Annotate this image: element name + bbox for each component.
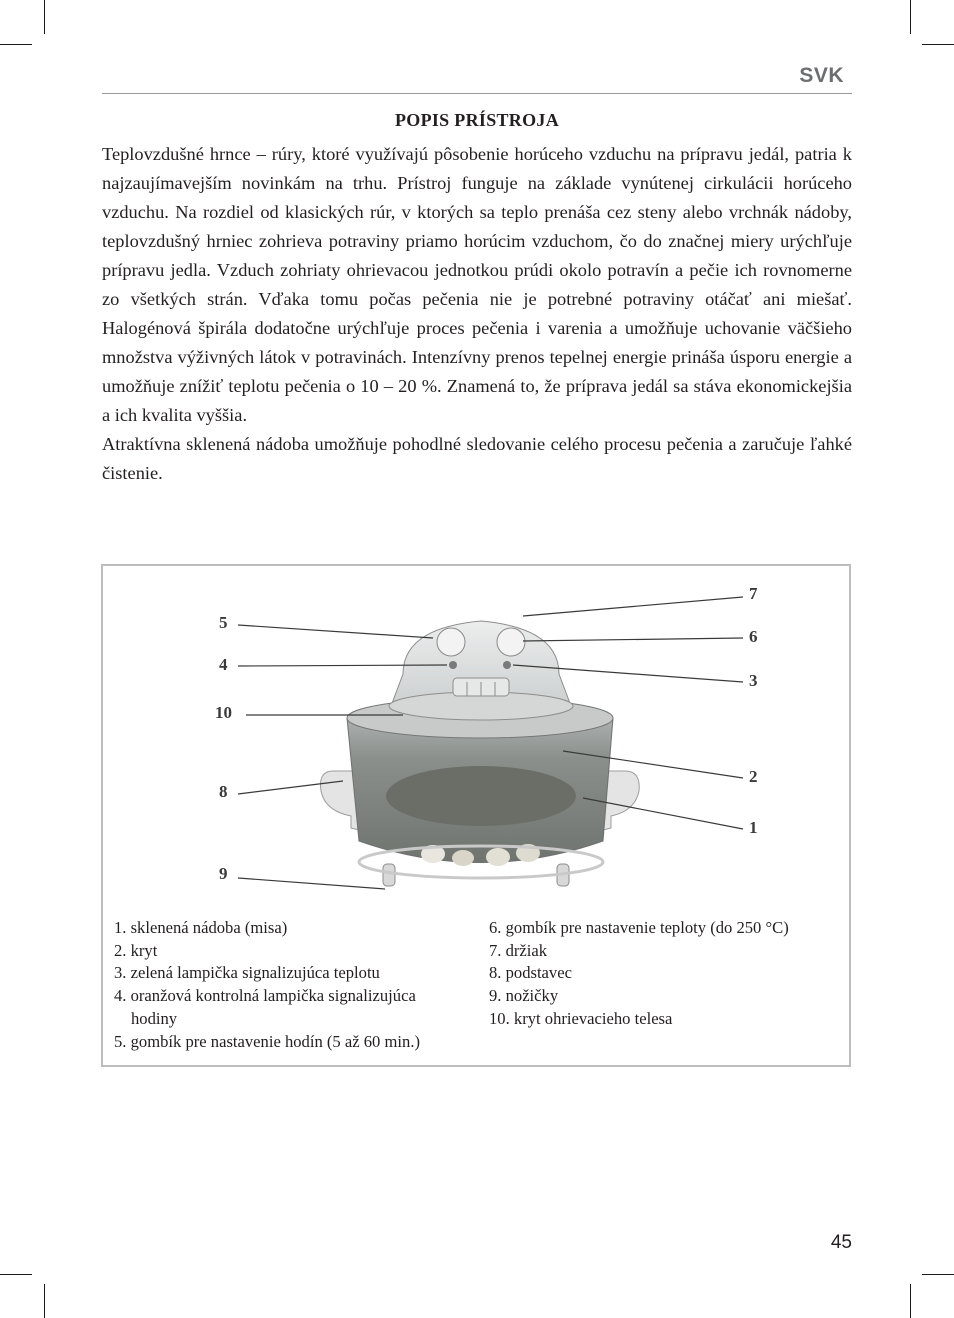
legend-item: 4. oranžová kontrolná lampička signalizujúca: [114, 986, 416, 1006]
legend-left: [114, 917, 420, 1053]
legend-item: 9. nožičky: [489, 986, 559, 1006]
legend-item: hodiny: [131, 1008, 178, 1028]
legend-item: 10. kryt ohrievacieho telesa: [489, 1008, 673, 1028]
header-rule: [102, 93, 852, 94]
crop-mark: [0, 44, 32, 45]
callout-label: 2: [749, 767, 758, 786]
callout-label: 6: [749, 627, 758, 646]
crop-mark: [910, 0, 911, 34]
crop-mark: [922, 44, 954, 45]
legend-item: 7. držiak: [489, 940, 548, 960]
legend-right: [489, 917, 789, 1031]
crop-mark: [910, 1284, 911, 1318]
paragraph: Teplovzdušné hrnce – rúry, ktoré využívajú pôsobenie horúceho vzduchu na prípravu jedál, patria k najzaujímavejším novinkám na trhu. Prístroj funguje na základe vynútenej cirkulácii horúceho vzduchu. Na rozdiel od klasických rúr, v ktorých sa teplo prenáša cez steny alebo vrchnák nádoby, teplovzdušný hrniec zohrieva potraviny priamo horúcim vzduchom, čo do značnej miery urýchľuje prípravu jedla. Vzduch zohriaty ohrievacou jednotkou prúdi okolo potravín a pečie ich rovnomerne zo všetkých strán. Vďaka tomu počas pečenia nie je potrebné potraviny otáčať ani miešať. Halogénová špirála dodatočne urýchľuje proces pečenia i varenia a umožňuje uchovanie väčšieho množstva výživných látok v potravinách. Intenzívny prenos tepelnej energie prináša úsporu energie a umožňuje znížiť teplotu pečenia o 10 – 20 %. Znamená to, že príprava jedál sa stáva ekonomickejšia a ich kvalita vyššia.: [102, 144, 852, 425]
callout-label: 1: [749, 818, 758, 837]
callout-label: 7: [749, 584, 758, 603]
description-text: [102, 140, 852, 488]
figure-box: [101, 564, 851, 1067]
legend-item: 3. zelená lampička signalizujúca teplotu: [114, 963, 380, 983]
legend-item: 5. gombík pre nastavenie hodín (5 až 60 min.): [114, 1031, 420, 1051]
callout-label: 9: [219, 864, 228, 883]
language-code: SVK: [799, 64, 844, 87]
legend-item: 2. kryt: [114, 940, 158, 960]
legend-item: 6. gombík pre nastavenie teploty (do 250 °C): [489, 918, 789, 937]
legend-item: 1. sklenená nádoba (misa): [114, 918, 288, 937]
crop-mark: [44, 0, 45, 34]
callout-label: 5: [219, 613, 228, 632]
callout-label: 8: [219, 782, 228, 801]
callout-label: 10: [215, 703, 232, 722]
section-title: POPIS PRÍSTROJA: [394, 110, 560, 130]
legend-item: 8. podstavec: [489, 963, 572, 983]
callout-label: 3: [749, 671, 758, 690]
crop-mark: [0, 1274, 32, 1275]
callout-label: 4: [219, 655, 228, 674]
paragraph: Atraktívna sklenená nádoba umožňuje pohodlné sledovanie celého procesu pečenia a zaručuje ľahké čistenie.: [102, 434, 852, 483]
crop-mark: [44, 1284, 45, 1318]
crop-mark: [922, 1274, 954, 1275]
page-number: 45: [830, 1232, 852, 1253]
